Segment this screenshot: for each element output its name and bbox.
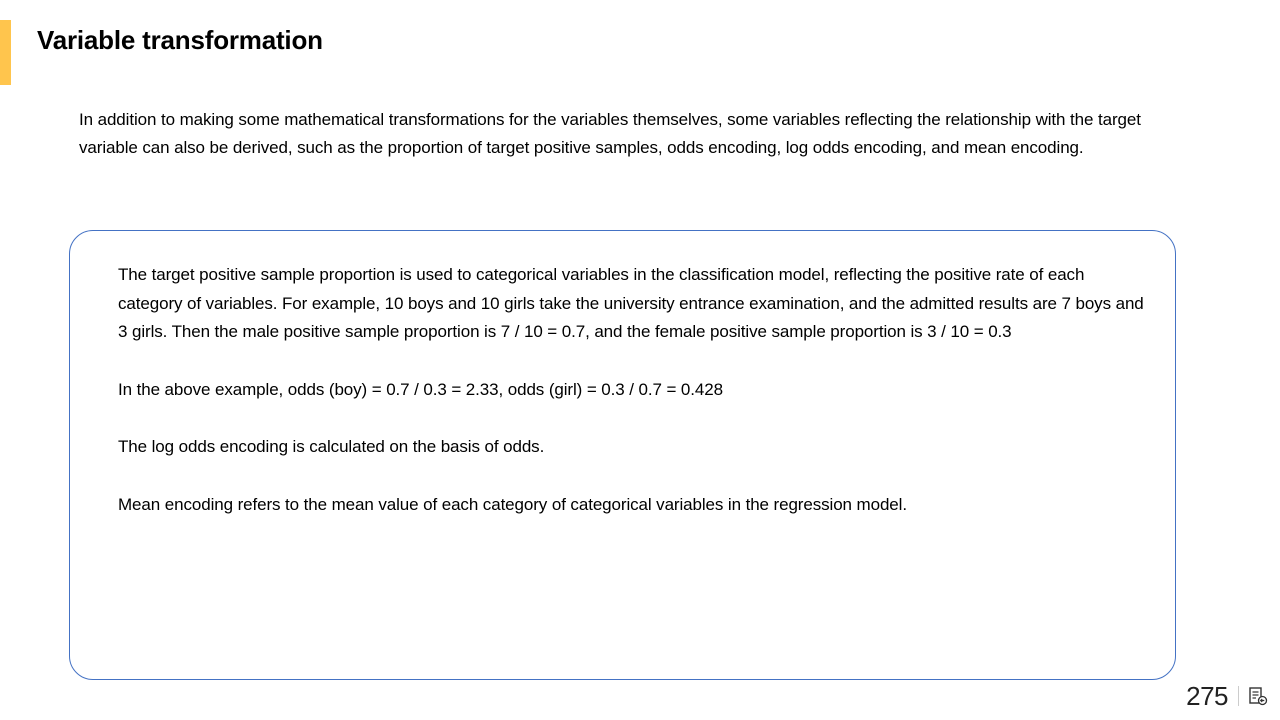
intro-paragraph: In addition to making some mathematical transformations for the variables themselves, some variables reflecting the relationship with the target variable can also be derived, such as the proportion of target positive samples, odds encoding, log odds encoding, and mean encoding. bbox=[79, 110, 1141, 157]
page-title: Variable transformation bbox=[37, 25, 323, 55]
slide-footer bbox=[1186, 682, 1268, 710]
log-odds-paragraph: The log odds encoding is calculated on the basis of odds. bbox=[118, 437, 545, 456]
slide-notes-icon[interactable] bbox=[1248, 686, 1268, 706]
title-accent-bar bbox=[0, 20, 11, 85]
odds-paragraph: In the above example, odds (boy) = 0.7 / 0.3 = 2.33, odds (girl) = 0.3 / 0.7 = 0.428 bbox=[118, 380, 723, 399]
positive-proportion-paragraph: The target positive sample proportion is used to categorical variables in the classification model, reflecting the positive rate of each category of variables. For example, 10 boys and 10 girls take the university entrance examination, and the admitted results are 7 boys and 3 girls. Then the male positive sample proportion is 7 / 10 = 0.7, and the female positive sample proportion is 3 / 10 = 0.3 bbox=[118, 265, 1144, 342]
footer-divider bbox=[1238, 686, 1239, 706]
mean-encoding-paragraph: Mean encoding refers to the mean value of each category of categorical variables in the regression model. bbox=[118, 495, 907, 514]
content-box bbox=[69, 230, 1176, 680]
page-number: 275 bbox=[1186, 680, 1228, 711]
